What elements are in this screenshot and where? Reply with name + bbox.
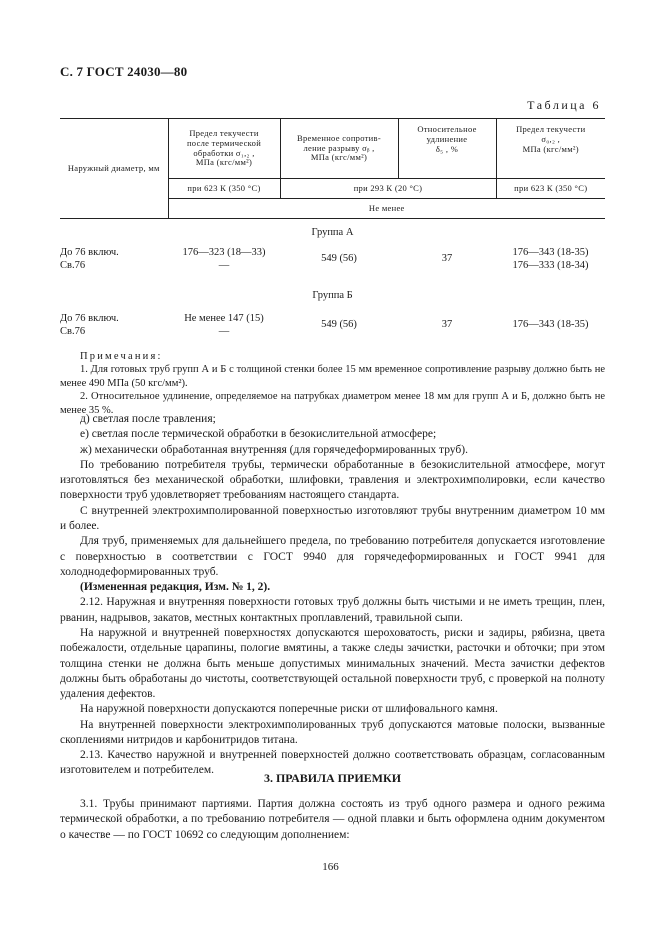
col-header-diameter [60,119,168,219]
properties-table [60,118,605,343]
hdr-line: Относительное [417,124,477,134]
hdr-line: МПа (кгс/мм²) [195,157,253,168]
row-diameter: До 76 включ. [60,247,119,259]
table-row [60,243,605,277]
paragraph: 2.13. Качество наружной и внутренней поверхностей должно соответствовать образцам, согласованным изготовителем и потребителем. [60,749,605,777]
paragraph: д) светлая после травления; [80,413,216,425]
paragraph: е) светлая после термической обработки в безокислительной атмосфере; [80,428,437,441]
hdr-line: обработки σ₁,₂ , [193,147,255,158]
hdr-line: ление разрыву σᵦ , [303,142,375,153]
paragraph: По требованию потребителя трубы, термически обработанные в безокислительной атмосфере, могут изготовляться без механической обработки, шлифовки, травления и электрохимполировки, если качество поверхности труб удовлетворяет требованиям настоящего стандарта. [60,458,605,502]
hdr-line: δ₅ , % [435,143,459,154]
hdr-line: σ₀,₂ , [541,133,561,144]
paragraph: На наружной поверхности допускаются поперечные риски от шлифовального камня. [80,703,498,716]
hdr-line: МПа (кгс/мм²) [310,152,368,163]
section-body [60,797,605,843]
note-2: 2. Относительное удлинение, определяемое на патрубках диаметром менее 18 мм для групп А и Б, должно быть не менее 35 %. [60,391,605,416]
revision-note: (Измененная редакция, Изм. № 1, 2). [80,581,271,594]
paragraph: На наружной и внутренней поверхностях допускаются шероховатость, риски и задиры, рябизна, цвета побежалости, отдельные царапины, пологие вмятины, а также следы зачистки, расточки и обточки; при этом толщина стенки не должна быть меньше допустимых минимальных значений. Места зачистки дефектов должны быть обработаны до чистоты, соответствующей остальной поверхности труб, с проверкой на полноту удаления дефектов. [60,626,605,701]
hdr-line: Предел текучести [189,127,259,138]
table-notes [60,350,605,417]
row-yield-hot: 176—343 (18-35) [512,247,589,259]
paragraph: 2.12. Наружная и внутренняя поверхности готовых труб должны быть чистыми и не иметь трещин, плен, рванин, надрывов, закатов, местных контактных проплавлений, травильной сыпи. [60,596,605,624]
hdr-line: удлинение [426,133,468,144]
notes-title: Примечания: [80,351,163,362]
row-tensile: 549 (56) [321,319,357,331]
table-title: Таблица 6 [527,98,601,112]
paragraph: ж) механически обработанная внутренняя (для горячедеформированных труб). [80,443,468,456]
row-yield: Не менее 147 (15) [184,313,264,325]
paragraph: 3.1. Трубы принимают партиями. Партия должна состоять из труб одного размера и одного режима термической обработки, а по требованию потребителя — одной плавки и быть оформлена одним документом о качестве — по ГОСТ 10692 со следующим дополнением: [60,798,605,841]
hdr-line: Предел текучести [516,124,586,134]
paragraph: Для труб, применяемых для дальнейшего предела, по требованию потребителя допускается изготовление с поверхностью в соответствии с ГОСТ 9940 для горячедеформированных и ГОСТ 9941 для холоднодеформированных труб. [60,535,605,578]
page-number: 166 [322,861,339,873]
group-b-label: Группа Б [312,290,353,302]
row-elongation: 37 [441,319,453,331]
row-diameter: До 76 включ. [60,313,119,325]
hdr-line: МПа (кгс/мм²) [522,143,579,154]
temp-cell-3: при 623 К (350 °С) [496,179,605,199]
row-diameter: Св.76 [60,325,86,337]
row-yield: 176—323 (18—33) [182,247,266,259]
col-header-tensile [280,119,398,179]
paragraph: С внутренней электрохимполированной поверхностью изготовляют трубы внутренним диаметром 10 мм и более. [60,504,605,532]
row-elongation: 37 [441,253,453,265]
col-header-diameter-text: Наружный диаметр, мм [67,162,160,173]
row-diameter: Св.76 [60,259,86,271]
temp-cell-1: при 623 К (350 °С) [168,179,280,199]
section-title: 3. ПРАВИЛА ПРИЕМКИ [263,771,402,785]
row-yield: — [218,325,230,337]
hdr-line: после термической [186,137,262,148]
row-yield-hot: 176—343 (18-35) [512,319,589,331]
body-text [60,412,605,779]
col-header-yield [496,119,605,179]
row-yield-hot: 176—333 (18-34) [512,259,589,271]
col-header-yield-treated [168,119,280,179]
row-tensile: 549 (56) [321,253,357,265]
group-a-label: Группа А [311,226,354,238]
hdr-line: Временное сопротив- [297,132,381,143]
note-1: 1. Для готовых труб групп А и Б с толщиной стенки более 15 мм временное сопротивление разрыву должно быть не менее 490 МПа (50 кгс/мм²). [60,364,605,389]
temp-cell-2: при 293 К (20 °С) [280,179,496,199]
table-row [60,309,605,343]
col-header-elongation [398,119,496,179]
not-less-cell: Не менее [168,199,605,219]
row-yield: — [218,259,230,271]
page-header: С. 7 ГОСТ 24030—80 [60,64,188,79]
paragraph: На внутренней поверхности электрохимполированных труб допускаются матовые полоски, вызванные скоплениями нитридов и карбонитридов титана. [60,718,605,746]
